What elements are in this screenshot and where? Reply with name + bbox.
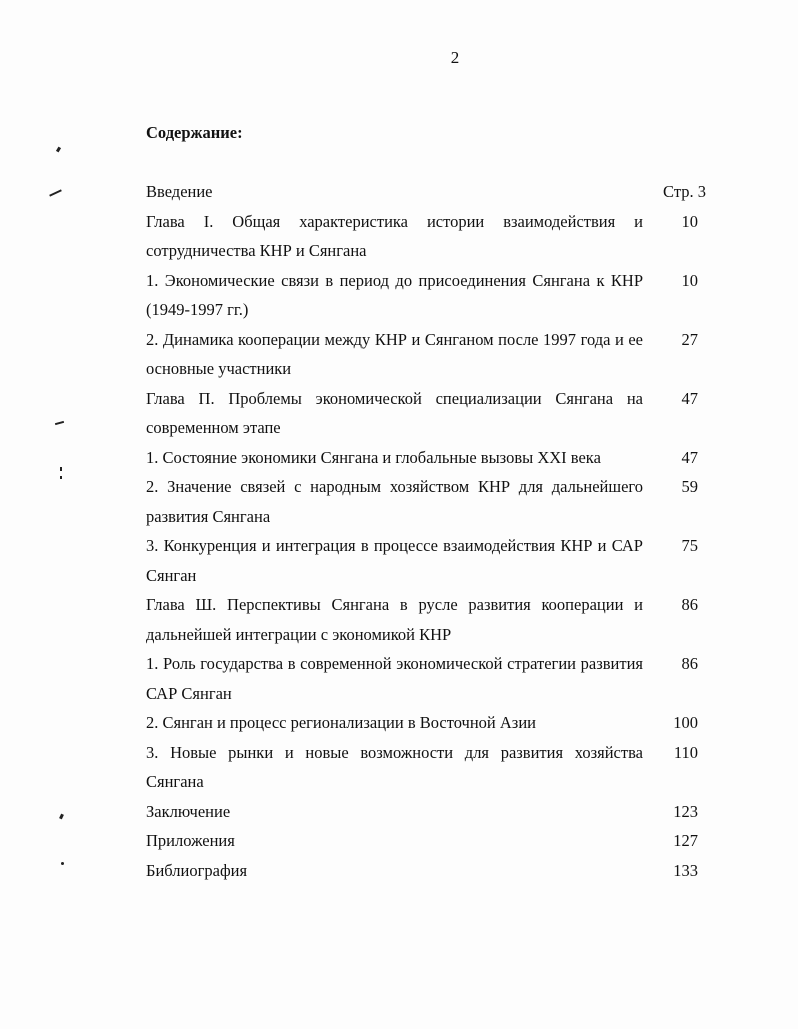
- toc-entry-text: Приложения: [146, 831, 235, 850]
- toc-entry-text: 2. Динамика кооперации между КНР и Сянганом после 1997 года и ее основные участники: [146, 329, 643, 378]
- scan-speck: [55, 421, 64, 425]
- toc-entry-section-1-2: [146, 325, 706, 384]
- toc-entry-page: 86: [681, 595, 698, 614]
- toc-entry-page: 123: [673, 801, 698, 821]
- toc-entry-conclusion: [146, 797, 706, 827]
- toc-entry-text: Глава Ш. Перспективы Сянгана в русле развития кооперации и дальнейшей интеграции с экономикой КНР: [146, 595, 643, 644]
- scan-speck: [59, 814, 64, 820]
- toc-entry-section-2-1: [146, 443, 706, 473]
- toc-entry-text: 1. Роль государства в современной экономической стратегии развития САР Сянган: [146, 654, 643, 703]
- toc-entry-page: 133: [673, 860, 698, 880]
- toc-entry-section-3-2: [146, 708, 706, 738]
- toc-entry-section-3-3: [146, 738, 706, 797]
- toc-entry-section-2-2: [146, 472, 706, 531]
- toc-entry-section-3-1: [146, 649, 706, 708]
- toc-entry-section-2-3: [146, 531, 706, 590]
- scan-speck: [60, 476, 62, 479]
- toc-entry-page: 47: [681, 447, 698, 467]
- toc-entry-page: 86: [681, 654, 698, 673]
- toc-entry-page: 100: [673, 713, 698, 732]
- toc-entry-text: Глава П. Проблемы экономической специализации Сянгана на современном этапе: [146, 388, 643, 437]
- toc-entry-page: 110: [673, 742, 698, 762]
- toc-entry-text: Заключение: [146, 801, 231, 821]
- table-of-contents: [146, 177, 706, 885]
- scan-speck: [60, 467, 62, 471]
- toc-entry-text: Введение: [146, 182, 213, 201]
- toc-entry-introduction: [146, 177, 706, 207]
- toc-entry-chapter-3: [146, 590, 706, 649]
- toc-entry-section-1-1: [146, 266, 706, 325]
- toc-entry-chapter-1: [146, 207, 706, 266]
- toc-entry-chapter-2: [146, 384, 706, 443]
- toc-entry-page: Стр. 3: [663, 182, 706, 201]
- toc-entry-page: 75: [681, 536, 698, 555]
- toc-entry-page: 127: [673, 831, 698, 850]
- scan-speck: [49, 189, 62, 196]
- toc-entry-text: Глава I. Общая характеристика истории взаимодействия и сотрудничества КНР и Сянгана: [146, 211, 643, 260]
- toc-entry-page: 59: [681, 477, 698, 496]
- toc-entry-text: 3. Новые рынки и новые возможности для развития хозяйства Сянгана: [146, 742, 643, 791]
- toc-entry-page: 10: [681, 211, 698, 231]
- toc-entry-bibliography: [146, 856, 706, 886]
- toc-entry-page: 10: [681, 270, 698, 290]
- toc-entry-text: Библиография: [146, 860, 248, 880]
- toc-entry-page: 47: [681, 388, 698, 408]
- toc-entry-text: 1. Экономические связи в период до присоединения Сянгана к КНР (1949-1997 гг.): [146, 270, 643, 319]
- toc-entry-text: 2. Сянган и процесс регионализации в Восточной Азии: [146, 713, 536, 732]
- toc-entry-appendices: [146, 826, 706, 856]
- scan-speck: [56, 147, 61, 153]
- toc-entry-text: 2. Значение связей с народным хозяйством КНР для дальнейшего развития Сянгана: [146, 477, 643, 526]
- page-number: 2: [450, 48, 460, 67]
- toc-entry-text: 3. Конкуренция и интеграция в процессе взаимодействия КНР и САР Сянган: [146, 536, 643, 585]
- toc-heading: Содержание:: [146, 123, 243, 142]
- toc-entry-page: 27: [681, 329, 698, 349]
- scan-speck: [61, 862, 64, 865]
- toc-entry-text: 1. Состояние экономики Сянгана и глобальные вызовы XXI века: [146, 447, 601, 467]
